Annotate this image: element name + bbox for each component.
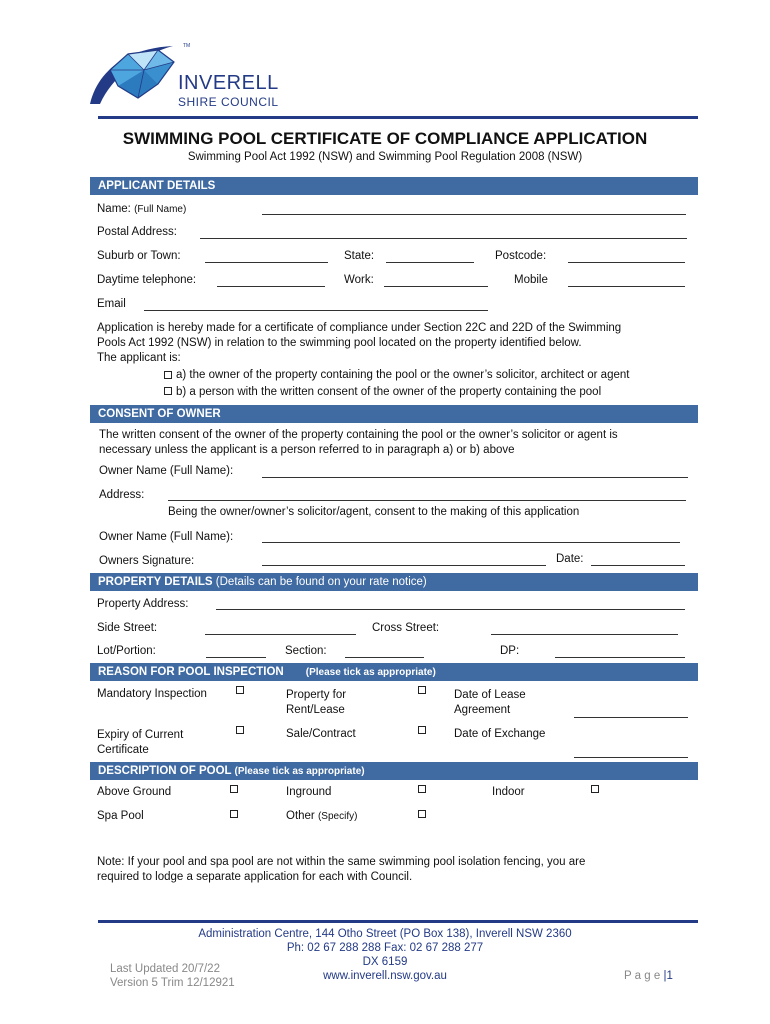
expiry-label: Expiry of Current Certificate — [97, 729, 184, 756]
section-description-header: DESCRIPTION OF POOL (Please tick as appropriate) — [90, 762, 698, 780]
owner-name-field-2[interactable] — [262, 542, 680, 543]
name-label: Name: (Full Name) — [97, 203, 187, 215]
owner-signature-label: Owners Signature: — [99, 555, 195, 567]
council-logo — [88, 40, 183, 110]
owner-name-label-2: Owner Name (Full Name): — [99, 531, 234, 543]
sale-contract-checkbox[interactable] — [418, 726, 426, 734]
email-field[interactable] — [144, 310, 488, 311]
name-field[interactable] — [262, 214, 686, 215]
date-of-exchange-field[interactable] — [574, 757, 688, 758]
indoor-checkbox[interactable] — [591, 785, 599, 793]
lot-label: Lot/Portion: — [97, 645, 156, 657]
logo-name: INVERELL — [178, 72, 279, 94]
mandatory-inspection-checkbox[interactable] — [236, 686, 244, 694]
spa-pool-checkbox[interactable] — [230, 810, 238, 818]
above-ground-label: Above Ground — [97, 786, 172, 798]
dp-label: DP: — [500, 645, 520, 657]
postcode-label: Postcode: — [495, 250, 547, 262]
inground-checkbox[interactable] — [418, 785, 426, 793]
property-address-label: Property Address: — [97, 598, 189, 610]
property-address-field[interactable] — [216, 609, 685, 610]
page-number — [624, 970, 673, 982]
state-field[interactable] — [386, 262, 474, 263]
footer-rule — [98, 920, 698, 923]
consent-statement: Being the owner/owner’s solicitor/agent, consent to the making of this application — [168, 506, 580, 518]
owner-name-label: Owner Name (Full Name): — [99, 465, 234, 477]
consent-date-label: Date: — [556, 553, 584, 565]
owner-address-field[interactable] — [168, 500, 686, 501]
option-a-checkbox[interactable] — [164, 371, 172, 379]
email-label: Email — [97, 298, 126, 310]
work-phone-field[interactable] — [384, 286, 488, 287]
last-updated: Last Updated 20/7/22 — [110, 963, 220, 975]
page-label: P a g e — [624, 970, 661, 982]
indoor-label: Indoor — [492, 786, 525, 798]
option-a-label: a) the owner of the property containing the pool or the owner’s solicitor, architect or agent — [176, 369, 630, 381]
option-b-checkbox[interactable] — [164, 387, 172, 395]
daytime-phone-field[interactable] — [217, 286, 325, 287]
postal-label: Postal Address: — [97, 226, 177, 238]
owner-address-label: Address: — [99, 489, 145, 501]
work-label: Work: — [344, 274, 374, 286]
mobile-field[interactable] — [568, 286, 685, 287]
owner-signature-field[interactable] — [262, 565, 546, 566]
section-field[interactable] — [345, 657, 424, 658]
expiry-checkbox[interactable] — [236, 726, 244, 734]
cross-street-label: Cross Street: — [372, 622, 440, 634]
section-consent-header: CONSENT OF OWNER — [90, 405, 698, 423]
rent-lease-label: Property for Rent/Lease — [286, 689, 347, 716]
page-title: SWIMMING POOL CERTIFICATE OF COMPLIANCE APPLICATION — [122, 129, 648, 148]
date-of-exchange-label: Date of Exchange — [454, 728, 546, 740]
daytime-label: Daytime telephone: — [97, 274, 197, 286]
page-separator: | — [663, 970, 667, 982]
date-of-lease-field[interactable] — [574, 717, 688, 718]
state-label: State: — [344, 250, 375, 262]
footer-dx: DX 6159 — [362, 956, 408, 968]
above-ground-checkbox[interactable] — [230, 785, 238, 793]
header-rule — [98, 116, 698, 119]
note-paragraph: Note: If your pool and spa pool are not within the same swimming pool isolation fencing, you are required to lodge a separate application for each with Council. — [97, 856, 586, 883]
page-num: 1 — [666, 970, 673, 982]
application-paragraph: Application is hereby made for a certificate of compliance under Section 22C and 22D of the Swimming Pools Act 1992 (NSW) in relation to the swimming pool located on the property identified below. The applicant is: — [97, 322, 622, 364]
spa-pool-label: Spa Pool — [97, 810, 144, 822]
version-info: Version 5 Trim 12/12921 — [110, 977, 235, 989]
side-street-field[interactable] — [205, 634, 356, 635]
footer-address: Administration Centre, 144 Otho Street (PO Box 138), Inverell NSW 2360 — [198, 928, 572, 940]
consent-date-field[interactable] — [591, 565, 685, 566]
option-b-label: b) a person with the written consent of the owner of the property containing the pool — [176, 386, 602, 398]
inground-label: Inground — [286, 786, 332, 798]
diamond-icon — [88, 40, 183, 110]
other-label: Other (Specify) — [286, 810, 358, 822]
logo-subtitle: SHIRE COUNCIL — [178, 95, 279, 109]
other-checkbox[interactable] — [418, 810, 426, 818]
section-applicant-header: APPLICANT DETAILS — [90, 177, 698, 195]
rent-lease-checkbox[interactable] — [418, 686, 426, 694]
sale-contract-label: Sale/Contract — [286, 728, 356, 740]
owner-name-field[interactable] — [262, 477, 688, 478]
postal-address-field[interactable] — [200, 238, 687, 239]
lot-field[interactable] — [206, 657, 266, 658]
date-of-lease-label: Date of Lease Agreement — [454, 689, 526, 716]
suburb-label: Suburb or Town: — [97, 250, 181, 262]
cross-street-field[interactable] — [491, 634, 678, 635]
side-street-label: Side Street: — [97, 622, 158, 634]
footer-phone: Ph: 02 67 288 288 Fax: 02 67 288 277 — [286, 942, 484, 954]
page-subtitle: Swimming Pool Act 1992 (NSW) and Swimming Pool Regulation 2008 (NSW) — [187, 151, 583, 163]
section-label: Section: — [285, 645, 327, 657]
dp-field[interactable] — [555, 657, 685, 658]
logo-trademark: TM — [183, 43, 191, 49]
consent-paragraph: The written consent of the owner of the property containing the pool or the owner’s solicitor or agent is necessary unless the applicant is a person referred to in paragraph a) or b) above — [99, 429, 618, 456]
section-reason-header: REASON FOR POOL INSPECTION (Please tick as appropriate) — [90, 663, 698, 681]
mobile-label: Mobile — [514, 274, 548, 286]
mandatory-inspection-label: Mandatory Inspection — [97, 688, 207, 700]
suburb-field[interactable] — [205, 262, 328, 263]
section-property-header: PROPERTY DETAILS (Details can be found on your rate notice) — [90, 573, 698, 591]
footer-website-link[interactable]: www.inverell.nsw.gov.au — [323, 970, 447, 982]
postcode-field[interactable] — [568, 262, 685, 263]
